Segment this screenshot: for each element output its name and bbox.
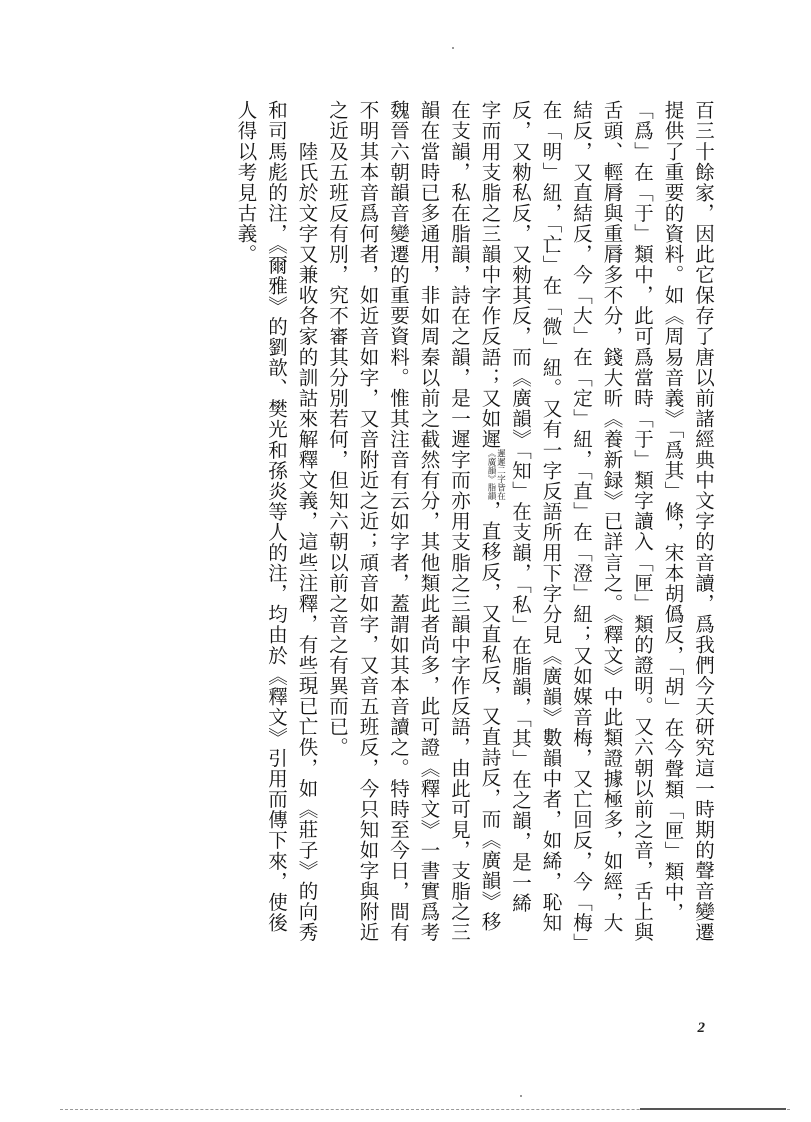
text-column-13: 之近及五班反有別，究不審其分別若何，但知六朝以前之音之有異而已。: [326, 100, 349, 758]
text-column-1: 百三十餘家，因此它保存了唐以前諸經典中文字的音讀，爲我們今天研究這一時期的聲音變遷: [692, 100, 715, 943]
text-column-8-before: 字而用支脂之三韻中字作反語；又如遲: [478, 100, 502, 450]
text-column-14: 陸氏於文字又兼收各家的訓詁來解釋文義，這些注釋，有些現已亡佚，如《莊子》的向秀: [295, 100, 319, 943]
vertical-text-body: [230, 100, 718, 954]
text-column-4: 舌頭、輕脣與重脣多不分，錢大昕《養新録》已詳言之。《釋文》中此類證據極多，如經，大: [600, 100, 624, 933]
scan-speck: [452, 47, 454, 49]
text-column-7: 反，又勑私反，又勑其反，而《廣韻》「知」在支韻，「私」在脂韻，「其」在之韻，是一絺: [509, 100, 532, 914]
interlinear-note-line-1: 遲遲二字皆在: [495, 449, 506, 501]
text-column-10: 韻在當時已多通用，非如周秦以前之截然有分，其他類此者尚多，此可證《釋文》一書實爲考: [417, 100, 441, 943]
text-column-15: 和司馬彪的注，《爾雅》的劉歆、樊光和孫炎等人的注，均由於《釋文》引用而傳下來，使後: [265, 100, 288, 933]
page-number: 2: [697, 1020, 705, 1036]
text-column-12: 不明其本音爲何者，如近音如字，又音附近之近；頑音如字，又音五班反，今只知如字與附近: [356, 100, 380, 943]
text-column-8: [474, 100, 506, 932]
text-column-16: 人得以考見古義。: [234, 100, 258, 265]
scan-speck: [520, 1095, 522, 1097]
text-column-11: 魏晉六朝韻音變遷的重要資料。惟其注音有云如字者，蓋謂如其本音讀之。特時至今日，間有: [387, 100, 410, 943]
interlinear-note: [486, 449, 505, 500]
text-column-3: 「爲」在「于」類中，此可爲當時「于」類字讀入「匣」類的證明。又六朝以前之音，舌上與: [631, 100, 654, 943]
bottom-rule-right: [640, 1108, 786, 1110]
text-column-8-after: ，直移反，又直私反，又直詩反，而《廣韻》移: [478, 500, 502, 932]
text-column-2: 提供了重要的資料。如《周易音義》「爲其」條，宋本胡僞反，「胡」在今聲類「匣」類中，: [661, 100, 685, 924]
text-column-9: 在支韻，私在脂韻，詩在之韻，是一遲字而亦用支脂之三韻中字作反語，由此可見，支脂之三: [448, 100, 471, 943]
text-column-6: 在「明」紐，「亡」在「微」紐。又有一字反語所用下字分見《廣韻》數韻中者，如絺，恥知: [539, 100, 563, 933]
interlinear-note-line-2: 《廣韻》脂韻: [486, 449, 496, 501]
text-column-5: 結反，又直結反，今「大」在「定」紐，「直」在「澄」紐；又如媒音梅，又亡回反，今「梅」: [570, 100, 593, 954]
